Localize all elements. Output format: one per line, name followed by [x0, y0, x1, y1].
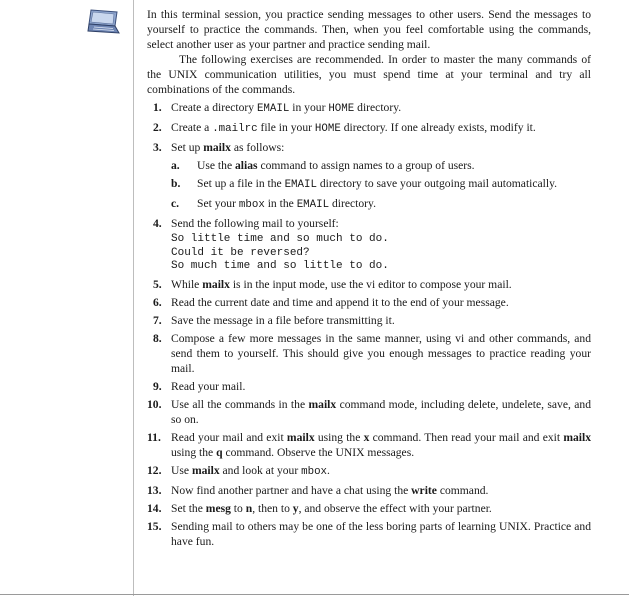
list-item: 1. Create a directory EMAIL in your HOME directory.: [153, 101, 402, 115]
list-item: 6. Read the current date and time and append it to the end of your message.: [153, 295, 509, 309]
mail-body-code: [171, 233, 591, 274]
list-item: 9. Read your mail.: [153, 379, 246, 393]
list-item: 14. Set the mesg to n, then to y, and observe the effect with your partner.: [147, 501, 492, 515]
bottom-rule: [0, 594, 629, 595]
list-item: 15. Sending mail to others may be one of the less boring parts of learning UNIX. Practice and have fun.: [147, 519, 591, 548]
sub-list: [171, 158, 591, 213]
code-line: Could it be reversed?: [171, 246, 310, 259]
sub-item: a. Use the alias command to assign names to a group of users.: [171, 159, 475, 172]
intro-paragraph-1: In this terminal session, you practice sending messages to other users. Send the messages to yourself to practice the commands. Then, when you feel comfortable using the commands, select another user as your partner and practice sending mail.: [147, 8, 591, 51]
list-item: 7. Save the message in a file before transmitting it.: [153, 313, 395, 327]
list-item: 8. Compose a few more messages in the same manner, using vi and other commands, and send them to yourself. This should give you enough messages to practice reading your mail.: [153, 331, 591, 375]
list-item: 10. Use all the commands in the mailx command mode, including delete, undelete, save, and so on.: [147, 397, 591, 426]
code-line: So little time and so much to do.: [171, 233, 389, 245]
intro-paragraph-2: The following exercises are recommended. In order to master the many commands of the UNIX communication utilities, you must spend time at your terminal and try all combinations of the commands.: [147, 53, 591, 96]
list-item: 13. Now find another partner and have a chat using the write command.: [147, 483, 489, 497]
list-item: 4. Send the following mail to yourself:: [153, 217, 339, 230]
margin-rule: [133, 0, 134, 596]
exercise-list: [147, 100, 591, 549]
sub-item: c. Set your mbox in the EMAIL directory.: [171, 197, 376, 211]
list-item: 5. While mailx is in the input mode, use the vi editor to compose your mail.: [153, 277, 512, 291]
list-item: 3. Set up mailx as follows:: [153, 141, 285, 154]
code-line: So much time and so little to do.: [171, 260, 389, 272]
list-item: 2. Create a .mailrc file in your HOME directory. If one already exists, modify it.: [153, 121, 536, 135]
laptop-icon: [86, 9, 120, 35]
list-item: 11. Read your mail and exit mailx using the x command. Then read your mail and exit mailx using the q command. Observe the UNIX messages.: [147, 430, 592, 459]
list-item: 12. Use mailx and look at your mbox.: [147, 463, 330, 478]
sub-item: b. Set up a file in the EMAIL directory to save your outgoing mail automatically.: [171, 177, 558, 191]
exercise-content: [147, 7, 591, 549]
